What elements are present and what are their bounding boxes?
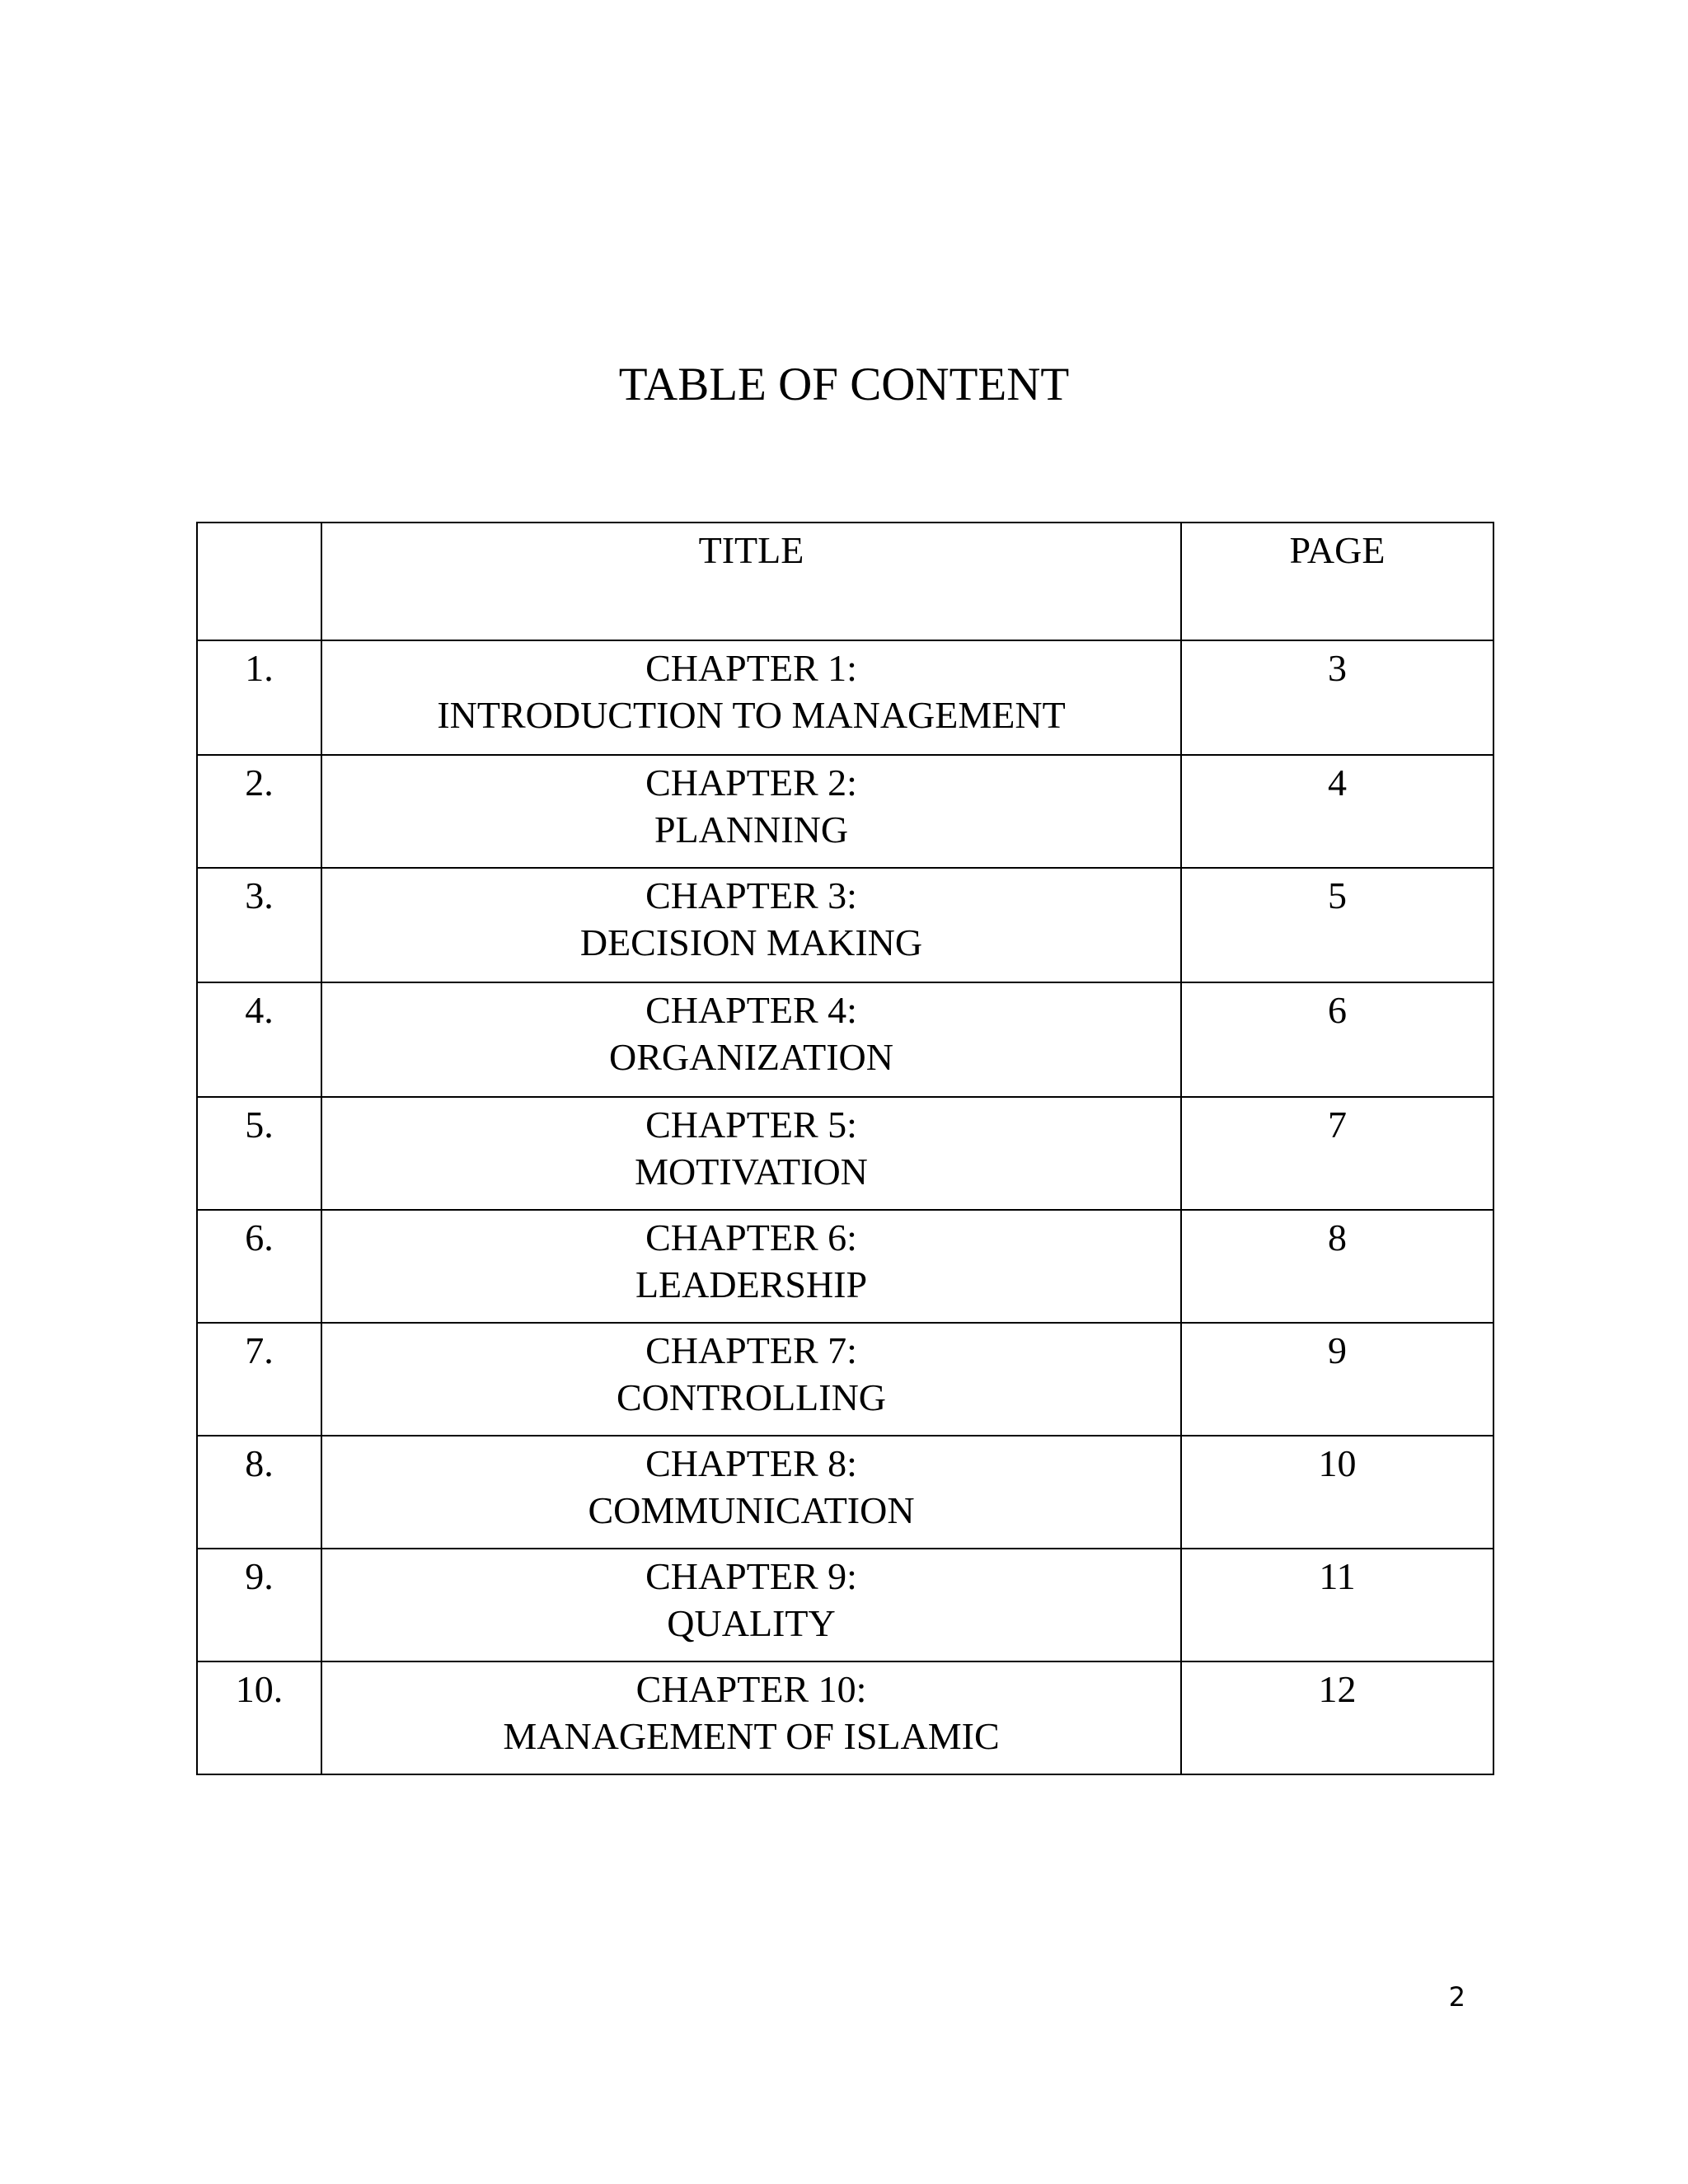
row-number: 3. bbox=[197, 868, 321, 982]
row-title bbox=[321, 755, 1181, 868]
chapter-name: PLANNING bbox=[654, 808, 849, 851]
chapter-label: CHAPTER 7: bbox=[645, 1329, 857, 1371]
table-row bbox=[197, 1210, 1493, 1323]
table-row bbox=[197, 1661, 1493, 1774]
table-row bbox=[197, 1323, 1493, 1436]
chapter-label: CHAPTER 3: bbox=[645, 874, 857, 916]
chapter-label: CHAPTER 8: bbox=[645, 1442, 857, 1484]
row-page: 7 bbox=[1181, 1097, 1493, 1210]
row-title bbox=[321, 1436, 1181, 1549]
row-title bbox=[321, 868, 1181, 982]
table-row bbox=[197, 1436, 1493, 1549]
row-title bbox=[321, 1661, 1181, 1774]
chapter-label: CHAPTER 5: bbox=[645, 1104, 857, 1146]
table-row bbox=[197, 1097, 1493, 1210]
table-row bbox=[197, 640, 1493, 755]
header-title-cell: TITLE bbox=[321, 523, 1181, 640]
row-page: 11 bbox=[1181, 1549, 1493, 1661]
row-title bbox=[321, 982, 1181, 1097]
chapter-name: COMMUNICATION bbox=[588, 1489, 915, 1531]
row-number: 8. bbox=[197, 1436, 321, 1549]
page-number: 2 bbox=[1448, 1981, 1465, 2013]
row-title bbox=[321, 1323, 1181, 1436]
chapter-label: CHAPTER 2: bbox=[645, 762, 857, 804]
header-page-cell: PAGE bbox=[1181, 523, 1493, 640]
chapter-name: INTRODUCTION TO MANAGEMENT bbox=[437, 694, 1066, 736]
row-number: 9. bbox=[197, 1549, 321, 1661]
table-row bbox=[197, 982, 1493, 1097]
table-row bbox=[197, 755, 1493, 868]
row-number: 4. bbox=[197, 982, 321, 1097]
row-number: 7. bbox=[197, 1323, 321, 1436]
chapter-name: QUALITY bbox=[667, 1602, 836, 1644]
row-title bbox=[321, 1549, 1181, 1661]
chapter-name: LEADERSHIP bbox=[635, 1263, 868, 1305]
row-page: 12 bbox=[1181, 1661, 1493, 1774]
row-page: 6 bbox=[1181, 982, 1493, 1097]
row-number: 1. bbox=[197, 640, 321, 755]
table-header-row bbox=[197, 523, 1493, 640]
chapter-label: CHAPTER 1: bbox=[645, 647, 857, 689]
row-title bbox=[321, 640, 1181, 755]
page-title: TABLE OF CONTENT bbox=[618, 359, 1070, 410]
row-page: 4 bbox=[1181, 755, 1493, 868]
chapter-label: CHAPTER 9: bbox=[645, 1555, 857, 1597]
row-page: 9 bbox=[1181, 1323, 1493, 1436]
table-of-contents bbox=[196, 522, 1494, 1775]
chapter-label: CHAPTER 10: bbox=[635, 1668, 867, 1710]
chapter-label: CHAPTER 4: bbox=[645, 989, 857, 1031]
row-number: 6. bbox=[197, 1210, 321, 1323]
chapter-label: CHAPTER 6: bbox=[645, 1216, 857, 1258]
table-row bbox=[197, 1549, 1493, 1661]
row-page: 8 bbox=[1181, 1210, 1493, 1323]
row-page: 10 bbox=[1181, 1436, 1493, 1549]
row-page: 5 bbox=[1181, 868, 1493, 982]
row-number: 10. bbox=[197, 1661, 321, 1774]
chapter-name: MOTIVATION bbox=[635, 1151, 868, 1193]
chapter-name: DECISION MAKING bbox=[579, 921, 923, 963]
chapter-name: ORGANIZATION bbox=[609, 1036, 893, 1078]
row-title bbox=[321, 1210, 1181, 1323]
row-page: 3 bbox=[1181, 640, 1493, 755]
table-row bbox=[197, 868, 1493, 982]
row-title bbox=[321, 1097, 1181, 1210]
row-number: 5. bbox=[197, 1097, 321, 1210]
chapter-name: MANAGEMENT OF ISLAMIC bbox=[503, 1715, 1000, 1757]
row-number: 2. bbox=[197, 755, 321, 868]
chapter-name: CONTROLLING bbox=[616, 1376, 887, 1418]
header-number-cell bbox=[197, 523, 321, 640]
